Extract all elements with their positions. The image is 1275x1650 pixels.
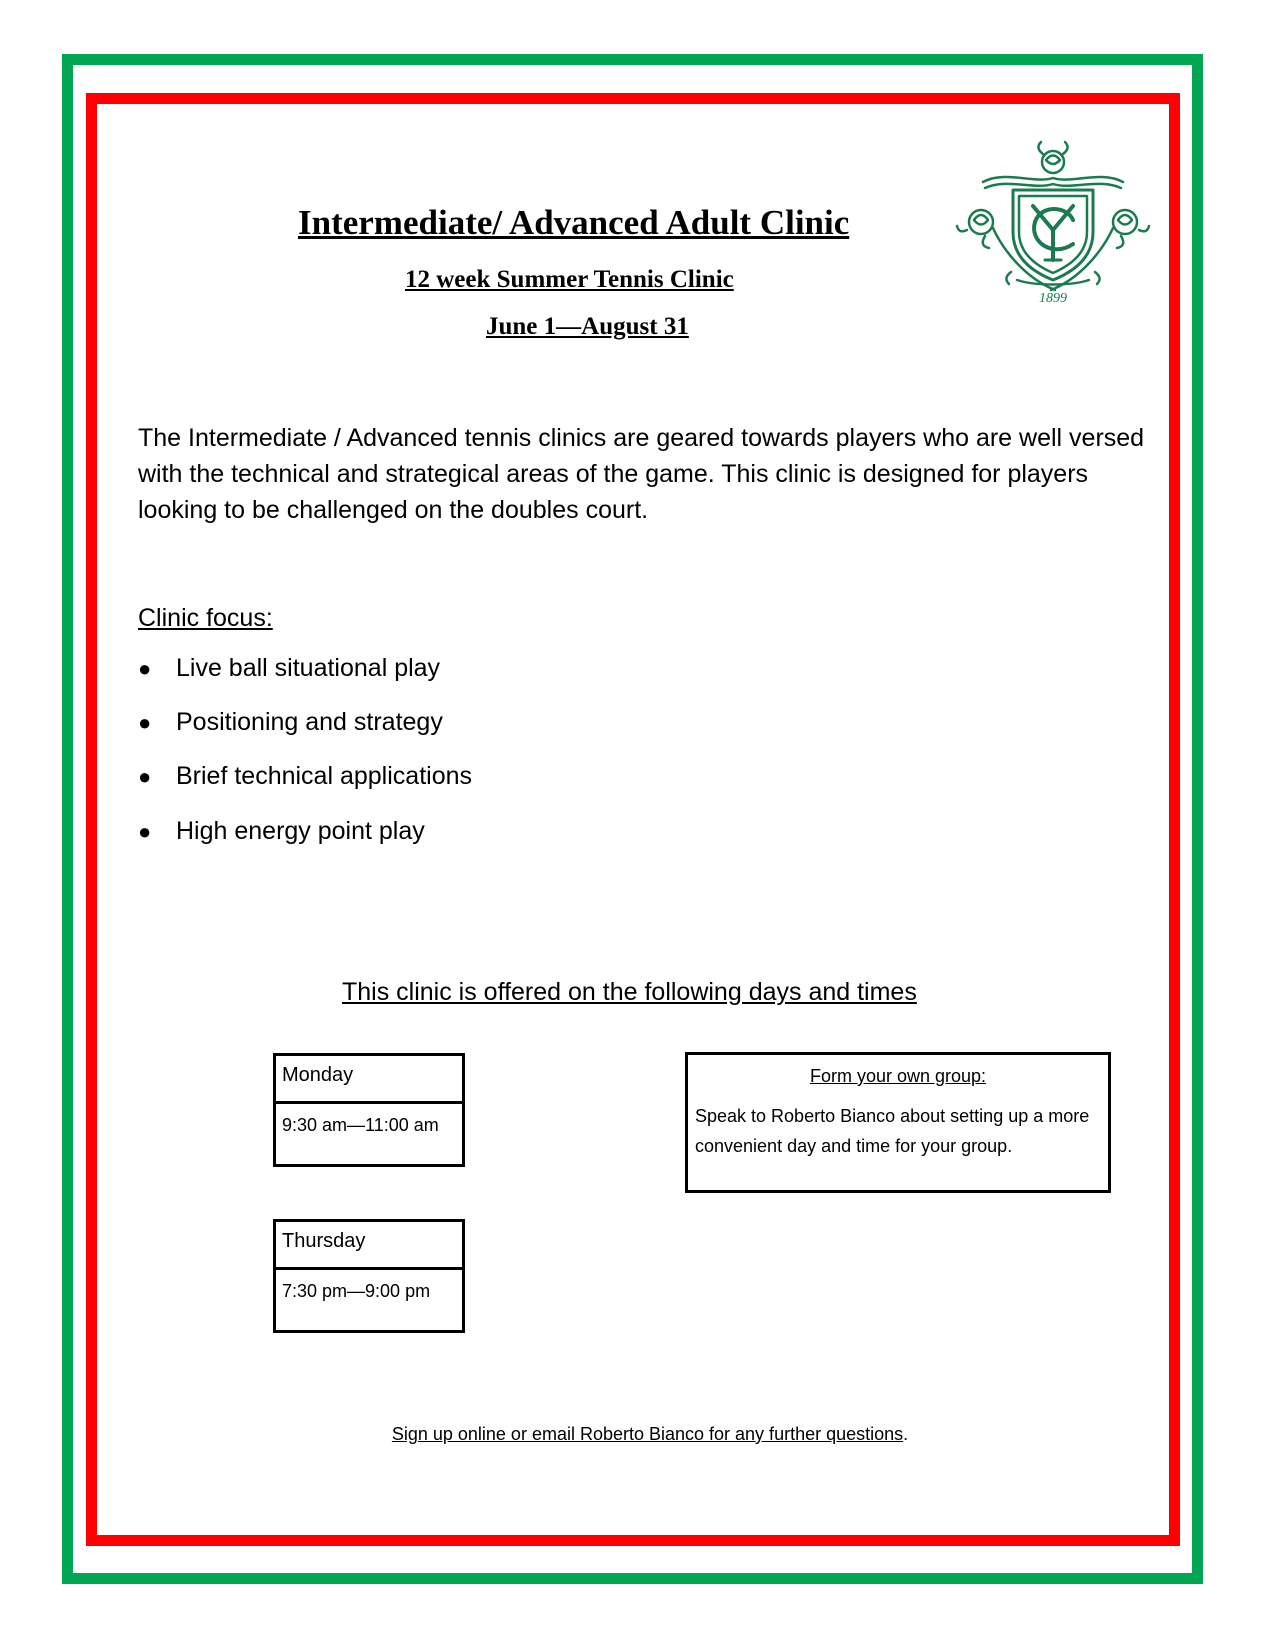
club-crest-logo [955,140,1151,312]
clinic-focus-heading: Clinic focus: [138,604,273,632]
schedule-heading: This clinic is offered on the following days and times [342,978,917,1006]
bullet-icon: ● [138,819,152,844]
schedule-time: 7:30 pm—9:00 pm [282,1281,431,1301]
schedule-box-thursday [273,1219,465,1333]
signup-footer [0,1424,1275,1445]
list-item [138,708,443,737]
list-item [138,654,440,683]
bullet-icon: ● [138,764,152,789]
bullet-icon: ● [138,656,152,681]
form-group-text: Speak to Roberto Bianco about setting up a more convenient day and time for your group. [695,1106,1090,1156]
schedule-box-monday [273,1053,465,1167]
focus-item-text: Positioning and strategy [176,708,443,736]
signup-link[interactable]: Sign up online or email Roberto Bianco for any further questions [391,1424,904,1444]
focus-item-text: High energy point play [176,817,425,845]
list-item [138,762,472,791]
list-item [138,817,425,846]
form-group-box [685,1052,1111,1193]
signup-period: . [903,1424,909,1444]
page-title: Intermediate/ Advanced Adult Clinic [298,203,850,242]
focus-item-text: Brief technical applications [176,762,472,790]
form-group-title: Form your own group: [809,1066,987,1086]
bullet-icon: ● [138,710,152,735]
clinic-dates: June 1—August 31 [486,313,689,340]
crest-year: 1899 [1039,291,1067,306]
schedule-day: Monday [276,1056,462,1104]
schedule-time: 9:30 am—11:00 am [282,1115,439,1135]
focus-item-text: Live ball situational play [176,654,441,682]
schedule-day: Thursday [276,1222,462,1270]
intro-paragraph: The Intermediate / Advanced tennis clinics are geared towards players who are well versed with the technical and strategical areas of the game. This clinic is designed for players looking to be challenged on the doubles court. [138,424,1145,524]
page-subtitle: 12 week Summer Tennis Clinic [405,266,734,293]
